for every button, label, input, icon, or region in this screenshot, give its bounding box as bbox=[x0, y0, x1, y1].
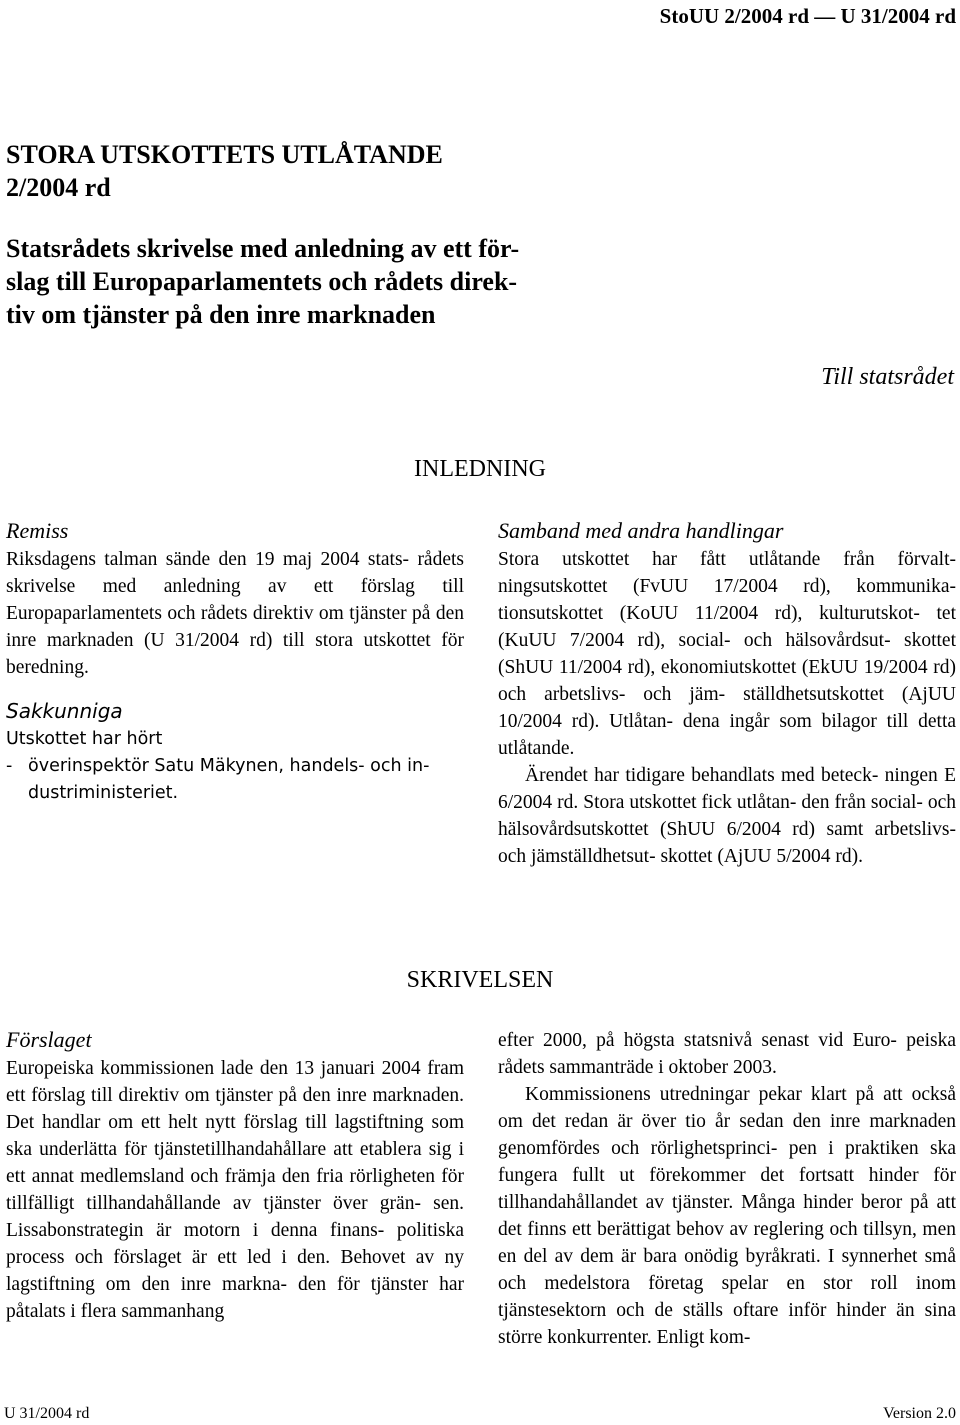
text-line: tionsutskottet (KoUU 11/2004 rd), kulturutskot- bbox=[498, 603, 920, 624]
text-line: tjänster på den inre marknaden (U 31/2004 rd) bbox=[6, 603, 464, 651]
text-line: till stora utskottet för beredning. bbox=[6, 630, 464, 678]
right-column-skrivelsen bbox=[498, 1027, 956, 1351]
list-dash: - bbox=[6, 756, 13, 776]
heading-forslaget: Förslaget bbox=[6, 1027, 92, 1052]
text-line: den för tjänster har påtalats i flera sammanhang bbox=[6, 1274, 464, 1322]
text-line: Stora utskottet har fått utlåtande från förvalt- bbox=[498, 549, 956, 570]
text-line: ningsutskottet (FvUU 17/2004 rd), kommunika- bbox=[498, 576, 956, 597]
text-line: dena ingår som bilagor till detta utlåtande. bbox=[498, 711, 957, 759]
text-line: det fortsatt hinder för tillhandahållandet av bbox=[498, 1165, 956, 1213]
footer-version: Version 2.0 bbox=[883, 1405, 956, 1422]
text-line: Kommissionens utredningar pekar klart på att bbox=[525, 1084, 912, 1105]
title-line: STORA UTSKOTTETS UTLÅTANDE bbox=[6, 140, 443, 169]
text-line: 6/2004 rd) samt arbetslivs- och jämställdhetsut- bbox=[498, 819, 956, 867]
recipient: Till statsrådet bbox=[821, 364, 954, 390]
section-heading-inledning: INLEDNING bbox=[414, 456, 546, 482]
samband-paragraph-1 bbox=[498, 546, 956, 762]
text-line: politiska process och förslaget är ett led i den. bbox=[6, 1220, 464, 1268]
text-line: förslag till lagstiftning som ska underlätta för bbox=[6, 1112, 464, 1160]
continuation-paragraph-1 bbox=[498, 1027, 956, 1081]
left-column-inledning bbox=[6, 516, 464, 807]
text-line: 2004 fram ett förslag till direktiv om tjänster på bbox=[6, 1058, 465, 1106]
forslaget-paragraph bbox=[6, 1055, 464, 1325]
text-line: skottet (ShUU 11/2004 rd), ekonomiutskottet bbox=[498, 630, 956, 678]
footer-document-id: U 31/2004 rd bbox=[4, 1405, 90, 1422]
text-line: berättigat behov av reglering och tillsyn, men en bbox=[498, 1219, 956, 1267]
text-line: tillfälligt tillhandahållande av tjänster över grän- bbox=[6, 1193, 421, 1214]
subject-line: tiv om tjänster på den inre marknaden bbox=[6, 300, 436, 329]
right-column-inledning bbox=[498, 516, 956, 870]
text-line: Europaparlamentets och rådets direktiv om bbox=[6, 603, 350, 624]
text-line: hinder än sina större konkurrenter. Enligt kom- bbox=[498, 1300, 956, 1348]
text-line: överinspektör Satu Mäkynen, handels- och in- bbox=[28, 756, 430, 776]
text-line: inom tjänstesektorn och de ställs oftare inför bbox=[498, 1273, 956, 1321]
text-line: dustriministeriet. bbox=[28, 783, 179, 803]
text-line: den från social- och hälsovårdsutskottet (ShUU bbox=[498, 792, 956, 840]
samband-paragraph-2 bbox=[498, 762, 956, 870]
text-line: också om det redan är över tio år sedan den inre bbox=[498, 1084, 956, 1132]
text-line: sen. Lissabonstrategin är motorn i denna finans- bbox=[6, 1193, 464, 1241]
subject-line: slag till Europaparlamentets och rådets direk- bbox=[6, 267, 518, 296]
sakkunniga-intro: Utskottet har hört bbox=[6, 729, 163, 749]
text-line: Ärendet har tidigare behandlats med beteck- bbox=[525, 765, 879, 786]
heading-samband: Samband med andra handlingar bbox=[498, 518, 784, 543]
text-line: den inre marknaden. Det handlar om ett helt nytt bbox=[6, 1085, 464, 1133]
running-header: StoUU 2/2004 rd — U 31/2004 rd bbox=[659, 4, 956, 28]
text-line: medlemsland och främja den fria rörligheten för bbox=[80, 1166, 465, 1187]
text-line: del av dem är bara onödig byråkrati. I synnerhet bbox=[523, 1246, 925, 1267]
text-line: ningen E 6/2004 rd. Stora utskottet fick utlåtan- bbox=[498, 765, 956, 813]
heading-sakkunniga: Sakkunniga bbox=[6, 699, 123, 723]
text-line: marknaden genomfördes och rörlighetsprinci- bbox=[498, 1111, 956, 1159]
title-line: 2/2004 rd bbox=[6, 173, 111, 202]
text-line: (EkUU 19/2004 rd) och arbetslivs- och jäm- bbox=[498, 657, 957, 705]
text-line: tjänstetillhandahållare att etablera sig i ett annat bbox=[6, 1139, 464, 1187]
subject-line: Statsrådets skrivelse med anledning av ett för- bbox=[6, 234, 520, 263]
section-heading-skrivelsen: SKRIVELSEN bbox=[406, 967, 554, 993]
left-column-skrivelsen bbox=[6, 1025, 464, 1325]
text-line: peiska rådets sammanträde i oktober 2003. bbox=[498, 1030, 957, 1078]
text-line: skottet (AjUU 5/2004 rd). bbox=[660, 846, 864, 867]
text-line: små och medelstora företag spelar en stor roll bbox=[498, 1246, 957, 1294]
list-item bbox=[6, 753, 464, 807]
continuation-paragraph-2 bbox=[498, 1081, 956, 1351]
text-line: efter 2000, på högsta statsnivå senast vid Euro- bbox=[498, 1030, 897, 1051]
heading-remiss: Remiss bbox=[6, 518, 69, 543]
text-line: Riksdagens talman sände den 19 maj 2004 stats- bbox=[6, 549, 410, 570]
remiss-paragraph bbox=[6, 546, 464, 681]
text-line: tjänster. Många hinder beror på att det finns ett bbox=[498, 1192, 956, 1240]
text-line: ställdhetsutskottet (AjUU 10/2004 rd). Utlåtan- bbox=[498, 684, 957, 732]
document-subject bbox=[6, 232, 566, 331]
text-line: Behovet av ny lagstiftning om den inre markna- bbox=[6, 1247, 464, 1295]
text-line: Europeiska kommissionen lade den 13 januari bbox=[6, 1058, 382, 1079]
text-line: tet (KuUU 7/2004 rd), social- och hälsovårdsut- bbox=[498, 603, 956, 651]
text-line: pen i praktiken ska fungera fullt ut förekommer bbox=[498, 1138, 956, 1186]
document-title bbox=[6, 138, 443, 204]
text-line: rådets skrivelse med anledning av ett förslag till bbox=[6, 549, 464, 597]
